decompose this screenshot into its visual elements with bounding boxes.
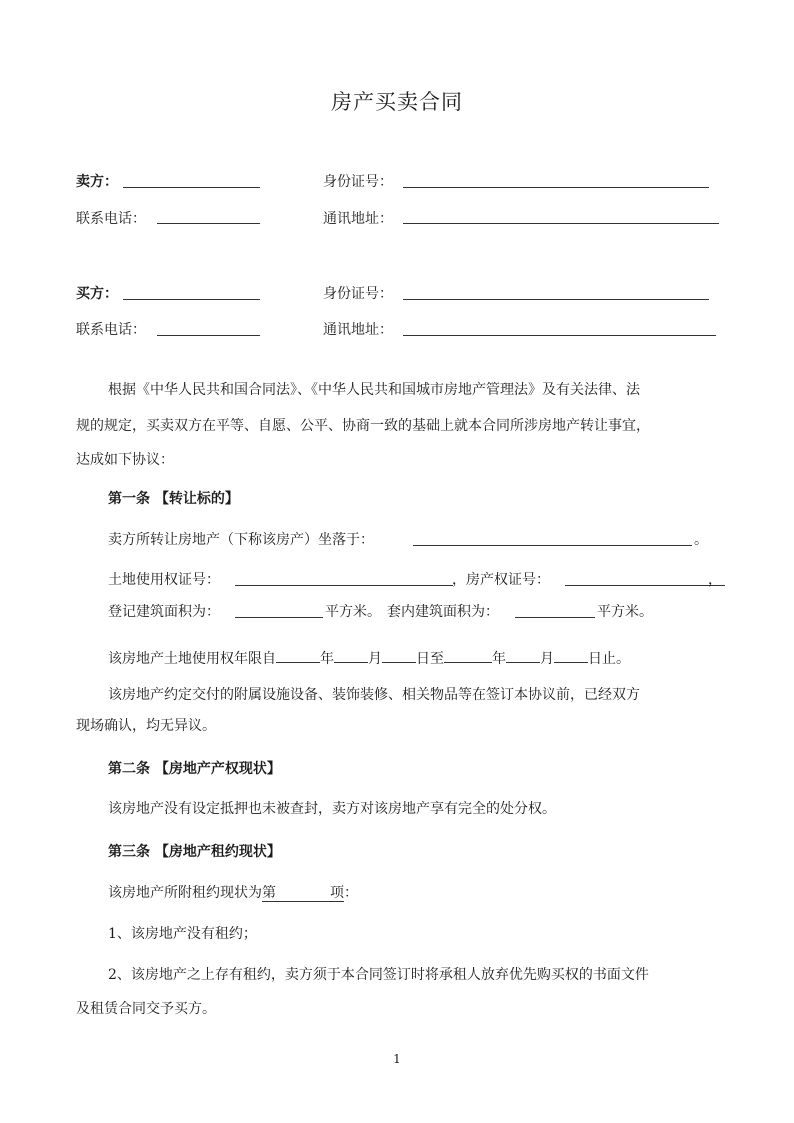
start-month-unit: 月 xyxy=(368,651,382,667)
land-cert-field[interactable] xyxy=(235,585,453,586)
facilities-line-1: 该房地产约定交付的附属设施设备、装饰装修、相关物品等在签订本协议前，已经双方 xyxy=(108,687,640,703)
buyer-phone-label: 联系电话： xyxy=(76,322,146,338)
lease-item-2-line-1: 2、该房地产之上存有租约，卖方须于本合同签订时将承租人放弃优先购买权的书面文件 xyxy=(108,967,649,983)
buyer-address-label: 通讯地址： xyxy=(323,322,393,338)
seller-phone-label: 联系电话： xyxy=(76,211,146,227)
land-cert-label: 土地使用权证号： xyxy=(108,572,220,588)
buyer-label: 买方： xyxy=(76,286,118,302)
seller-phone-field[interactable] xyxy=(157,223,260,224)
inner-area-label: 套内建筑面积为： xyxy=(387,604,499,620)
property-cert-label: ，房产权证号： xyxy=(452,572,550,588)
end-day-field[interactable] xyxy=(554,648,588,663)
lease-status-line xyxy=(108,884,358,902)
seller-name-field[interactable] xyxy=(123,187,260,188)
inner-area-field[interactable] xyxy=(515,617,595,618)
facilities-line-2: 现场确认，均无异议。 xyxy=(76,718,216,734)
buyer-phone-field[interactable] xyxy=(157,335,260,336)
property-cert-field[interactable] xyxy=(565,585,725,586)
article-1-heading: 第一条 【转让标的】 xyxy=(108,491,239,507)
seller-label: 卖方： xyxy=(76,174,118,190)
article-2-heading: 第二条 【房地产产权现状】 xyxy=(108,761,281,777)
property-cert-end: ， xyxy=(708,572,722,588)
start-year-field[interactable] xyxy=(276,648,320,663)
seller-id-label: 身份证号： xyxy=(323,174,393,190)
lease-status-prefix: 该房地产所附租约现状为 xyxy=(108,885,262,901)
day-to-label: 日至 xyxy=(416,651,444,667)
area-unit: 平方米。 xyxy=(325,604,381,620)
location-label: 卖方所转让房地产（下称该房产）坐落于： xyxy=(108,532,374,548)
buyer-address-field[interactable] xyxy=(403,335,716,336)
page-title: 房产买卖合同 xyxy=(331,90,463,114)
lease-item-2-line-2: 及租赁合同交予买方。 xyxy=(76,1001,216,1017)
lease-status-field[interactable] xyxy=(262,885,344,902)
start-month-field[interactable] xyxy=(334,648,368,663)
area-field[interactable] xyxy=(235,617,323,618)
end-year-field[interactable] xyxy=(444,648,492,663)
term-line xyxy=(108,648,630,668)
buyer-name-field[interactable] xyxy=(123,299,260,300)
seller-address-label: 通讯地址： xyxy=(323,211,393,227)
preamble-line-3: 达成如下协议： xyxy=(76,452,174,468)
seller-id-field[interactable] xyxy=(403,187,709,188)
start-day-field[interactable] xyxy=(382,648,416,663)
page-number: 1 xyxy=(393,1052,401,1066)
day-end-label: 日止。 xyxy=(588,651,630,667)
buyer-id-field[interactable] xyxy=(403,299,709,300)
location-field[interactable] xyxy=(413,545,692,546)
lease-status-di: 第 xyxy=(262,885,276,901)
article-2-text: 该房地产没有设定抵押也未被查封，卖方对该房地产享有完全的处分权。 xyxy=(108,801,556,817)
end-month-unit: 月 xyxy=(540,651,554,667)
end-month-field[interactable] xyxy=(506,648,540,663)
preamble-line-2: 规的规定，买卖双方在平等、自愿、公平、协商一致的基础上就本合同所涉房地产转让事宜， xyxy=(76,418,650,434)
preamble-line-1: 根据《中华人民共和国合同法》、《中华人民共和国城市房地产管理法》及有关法律、法 xyxy=(108,382,640,398)
lease-item-1: 1、该房地产没有租约； xyxy=(108,926,257,942)
term-prefix: 该房地产土地使用权年限自 xyxy=(108,651,276,667)
buyer-id-label: 身份证号： xyxy=(323,286,393,302)
area-label: 登记建筑面积为： xyxy=(108,604,220,620)
lease-status-xiang: 项 xyxy=(330,885,344,901)
seller-address-field[interactable] xyxy=(403,223,719,224)
lease-status-end: ： xyxy=(344,885,358,901)
article-3-heading: 第三条 【房地产租约现状】 xyxy=(108,844,281,860)
end-year-unit: 年 xyxy=(492,651,506,667)
location-end: 。 xyxy=(694,532,708,548)
inner-area-unit: 平方米。 xyxy=(597,604,653,620)
start-year-unit: 年 xyxy=(320,651,334,667)
